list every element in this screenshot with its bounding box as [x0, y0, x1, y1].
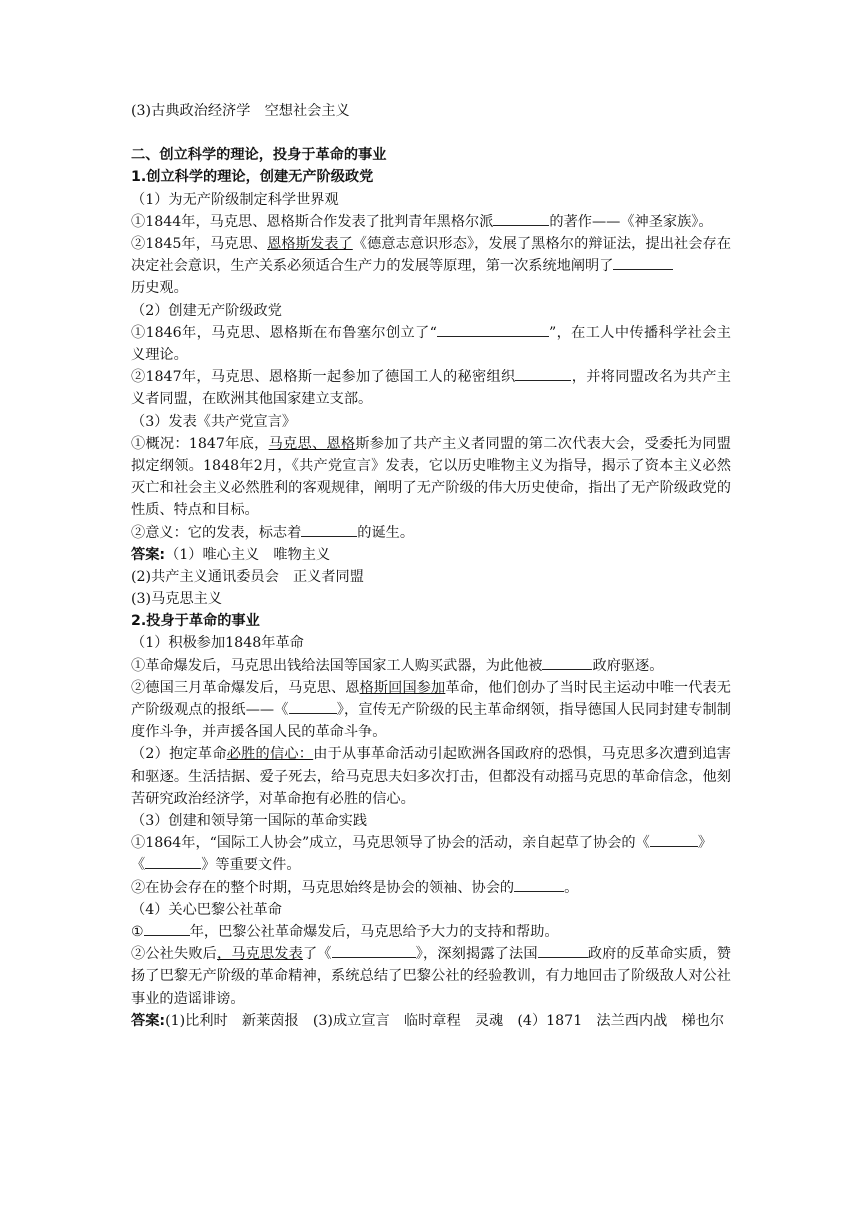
- paragraph: [131, 233, 731, 300]
- underlined-text: 马克思、恩格: [268, 435, 356, 452]
- text: （1）唯心主义 唯物主义: [165, 546, 331, 563]
- answer-line: (2)共产主义通讯委员会 正义者同盟: [131, 568, 364, 585]
- fill-blank: [514, 877, 564, 892]
- paragraph: [131, 433, 731, 522]
- fill-blank: [538, 943, 588, 958]
- fill-blank: [144, 921, 190, 936]
- item-heading: （3）发表《共产党宣言》: [131, 413, 297, 430]
- paragraph: [131, 522, 731, 544]
- item-heading: （3）创建和领导第一国际的革命实践: [131, 813, 368, 830]
- fill-blank: [613, 255, 673, 270]
- text: 了《: [302, 946, 332, 963]
- paragraph: [131, 877, 731, 899]
- text: (1)比利时 新莱茵报 (3)成立宣言 临时章程 灵魂 (4）1871 法兰西内战 梯也尔: [165, 1012, 725, 1029]
- text: ”，在工人中传播科学社会主义理论。: [131, 324, 731, 363]
- underlined-text: 必胜的信心：: [226, 746, 314, 763]
- underlined-text: 恩格斯发表了: [267, 235, 353, 252]
- text: ②1847年，马克思、恩格斯一起参加了德国工人的秘密组织: [131, 369, 516, 386]
- text: ①1844年，马克思、恩格斯合作发表了批判青年黑格尔派: [131, 213, 494, 230]
- fill-blank: [515, 366, 571, 381]
- text: ①革命爆发后，马克思出钱给法国等国家工人购买武器，为此他被: [131, 657, 543, 674]
- subsection-heading: 1.创立科学的理论，创建无产阶级政党: [131, 169, 374, 186]
- text: 》，深刻揭露了法国: [415, 946, 538, 963]
- text: 》等重要文件。: [201, 857, 301, 874]
- text: 政府驱逐。: [592, 657, 664, 674]
- fill-blank: [542, 655, 592, 670]
- text: ①1846年，马克思、恩格斯在布鲁塞尔创立了“: [131, 324, 437, 341]
- text: 《: [131, 857, 146, 874]
- text: ②在协会存在的整个时期，马克思始终是协会的领袖、协会的: [131, 879, 515, 896]
- text: （2）抱定革命: [131, 746, 227, 763]
- text: ②意义：它的发表，标志着: [131, 524, 302, 541]
- spacer: [131, 122, 731, 144]
- answer-label: 答案:: [131, 546, 166, 563]
- text: ②公社失败后: [131, 946, 217, 963]
- text: 的著作——《神圣家族》。: [549, 213, 713, 230]
- text: ②德国三月革命爆发后，马克思、恩: [131, 679, 360, 696]
- paragraph: [131, 677, 731, 744]
- answer-line: [131, 544, 731, 566]
- text: 。: [564, 879, 579, 896]
- paragraph: [131, 322, 731, 366]
- paragraph: [131, 943, 731, 1010]
- fill-blank: [650, 832, 698, 847]
- text: 斯参加了共产主义者同盟的第二次代表大会，受委托为同盟拟定纲领。1848年2月，《共产党宣言》发表，它以历史唯物主义为指导，揭示了资本主义必然灭亡和社会主义必然胜利的客观规律，阐明了无产阶级的伟大历史使命，指出了无产阶级政党的性质、特点和目标。: [131, 435, 731, 519]
- text: 年，巴黎公社革命爆发后，马克思给予大力的支持和帮助。: [189, 924, 559, 941]
- answer-line: [131, 1010, 731, 1032]
- underlined-text: ，马克思发表: [216, 946, 303, 963]
- text: 《德意志意识形态》，发展了黑格尔的辩证法，提出社会存在决定社会意识，生产关系必须适合生产力的发展等原理，第一次系统地阐明了: [131, 235, 732, 275]
- answer-line: (3)古典政治经济学 空想社会主义: [131, 103, 350, 119]
- fill-blank: [332, 943, 416, 958]
- section-heading: 二、创立科学的理论，投身于革命的事业: [131, 147, 387, 164]
- paragraph: [131, 921, 731, 943]
- item-heading: （1）为无产阶级制定科学世界观: [131, 191, 339, 208]
- fill-blank: [145, 854, 201, 869]
- text: ①概况：1847年底，: [131, 435, 269, 452]
- answer-line: (3)马克思主义: [131, 591, 223, 608]
- document-page: [131, 100, 731, 1032]
- fill-blank: [493, 211, 549, 226]
- text: 》，宣传无产阶级的民主革命纲领，指导德国人民同封建专制制度作斗争，并声援各国人民的革命斗争。: [131, 702, 731, 741]
- text: ①: [131, 924, 144, 941]
- paragraph: [131, 743, 731, 810]
- item-heading: （4）关心巴黎公社革命: [131, 901, 282, 918]
- paragraph: [131, 366, 731, 410]
- text: 的诞生。: [357, 524, 415, 541]
- paragraph: [131, 832, 731, 876]
- fill-blank: [437, 322, 549, 337]
- item-heading: （1）积极参加1848年革命: [131, 635, 304, 652]
- item-heading: （2）创建无产阶级政党: [131, 302, 282, 319]
- paragraph: [131, 655, 731, 677]
- fill-blank: [289, 699, 337, 714]
- fill-blank: [301, 522, 357, 537]
- text: 政府的反革命实质，赞扬了巴黎无产阶级的革命精神，系统总结了巴黎公社的经验教训，有力地回击了阶级敌人对公社事业的造谣诽谤。: [131, 946, 731, 1007]
- paragraph: [131, 211, 731, 233]
- text: 历史观。: [131, 280, 188, 297]
- answer-label: 答案:: [131, 1012, 166, 1029]
- text: 》: [697, 835, 713, 852]
- text: 革命，他们创办了当时民主运动中唯一代表无产阶级观点的报纸——《: [131, 679, 731, 719]
- text: ②1845年，马克思、: [131, 235, 268, 252]
- subsection-heading: 2.投身于革命的事业: [131, 613, 260, 630]
- underlined-text: 格斯回国参加: [359, 679, 446, 696]
- text: ①1864年，“国际工人协会”成立，马克思领导了协会的活动，亲自起草了协会的《: [131, 835, 650, 852]
- text: ，并将同盟改名为共产主义者同盟，在欧洲其他国家建立支部。: [131, 369, 731, 408]
- text: 由于从事革命活动引起欧洲各国政府的恐惧，马克思多次遭到追害和驱逐。生活拮据、爱子死去，给马克思夫妇多次打击，但都没有动摇马克思的革命信念，他刻苦研究政治经济学，对革命抱有必胜的信心。: [131, 746, 731, 807]
